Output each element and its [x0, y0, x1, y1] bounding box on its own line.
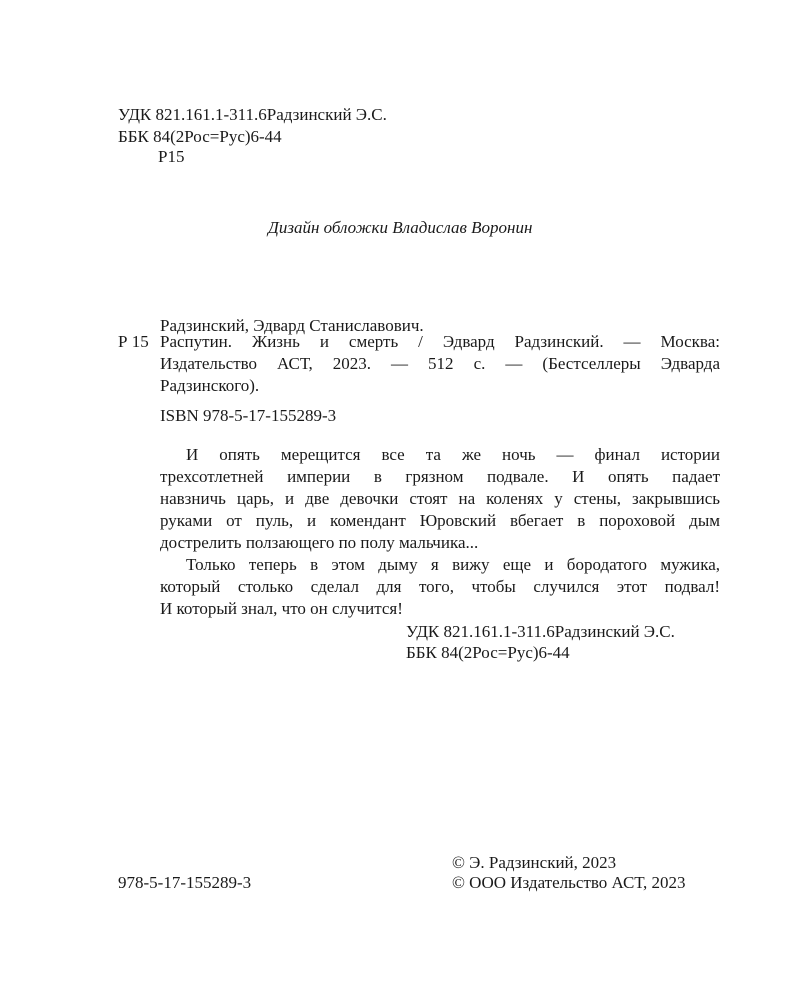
bbk-top: ББК 84(2Рос=Рус)6-44	[118, 127, 282, 146]
bibliographic-line: Распутин. Жизнь и смерть / Эдвард Радзинский. — Москва:	[160, 332, 720, 351]
annotation-line: И опять мерещится все та же ночь — финал истории	[186, 445, 720, 464]
isbn-plain: 978-5-17-155289-3	[118, 873, 252, 892]
cover-design-credit: Дизайн обложки Владислав Воронин	[268, 218, 533, 237]
isbn-line: ISBN 978-5-17-155289-3	[160, 406, 337, 425]
udk-bottom: УДК 821.161.1-311.6Радзинский Э.С.	[406, 622, 675, 641]
author-sign: Р 15	[118, 332, 149, 351]
author-sign-top: Р15	[158, 147, 185, 166]
annotation-line: Только теперь в этом дыму я вижу еще и бородатого мужика,	[186, 555, 720, 574]
author-heading: Радзинский, Эдвард Станиславович.	[160, 316, 424, 335]
copyright-author: © Э. Радзинский, 2023	[452, 853, 617, 872]
annotation-line: И который знал, что он случится!	[160, 599, 403, 618]
annotation	[160, 444, 720, 620]
annotation-line: который столько сделал для того, чтобы случился этот подвал!	[160, 577, 720, 596]
bibliographic-line: Радзинского).	[160, 376, 260, 395]
annotation-line: дострелить ползающего по полу мальчика...	[160, 533, 479, 552]
udk-top: УДК 821.161.1-311.6Радзинский Э.С.	[118, 105, 387, 124]
annotation-line: руками от пуль, и комендант Юровский вбегает в пороховой дым	[160, 511, 720, 530]
bibliographic-line: Издательство АСТ, 2023. — 512 с. — (Бестселлеры Эдварда	[160, 354, 720, 373]
annotation-line: трехсотлетней империи в грязном подвале. И опять падает	[160, 467, 720, 486]
copyright-publisher: © ООО Издательство АСТ, 2023	[452, 873, 686, 892]
annotation-line: навзничь царь, и две девочки стоят на коленях у стены, закрывшись	[160, 489, 720, 508]
bibliographic-description	[160, 331, 720, 397]
bbk-bottom: ББК 84(2Рос=Рус)6-44	[406, 643, 570, 662]
